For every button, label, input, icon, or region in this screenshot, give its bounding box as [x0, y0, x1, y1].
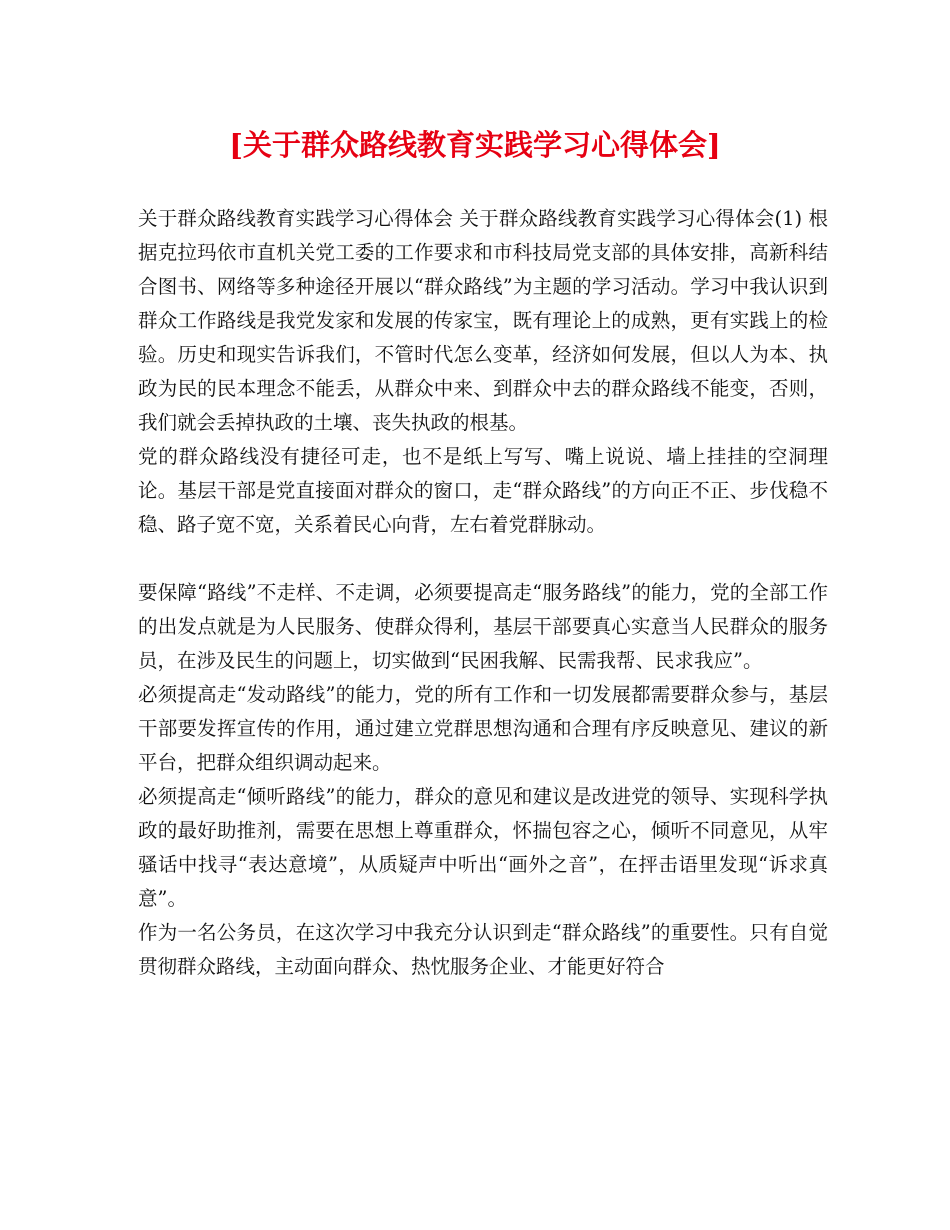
document-body: [138, 202, 828, 984]
paragraph-mass-line: 党的群众路线没有捷径可走，也不是纸上写写、嘴上说说、墙上挂挂的空洞理论。基层干部是党直接面对群众的窗口，走“群众路线”的方向正不正、步伐稳不稳、路子宽不宽，关系着民心向背，左右着党群脉动。: [138, 445, 828, 536]
paragraph-intro: 关于群众路线教育实践学习心得体会 关于群众路线教育实践学习心得体会(1) 根据克拉玛依市直机关党工委的工作要求和市科技局党支部的具体安排，高新科结合图书、网络等多种途径开展以“群众路线”为主题的学习活动。学习中我认识到群众工作路线是我党发家和发展的传家宝，既有理论上的成熟，更有实践上的检验。历史和现实告诉我们，不管时代怎么变革，经济如何发展，但以人为本、执政为民的民本理念不能丢，从群众中来、到群众中去的群众路线不能变，否则，我们就会丢掉执政的土壤、丧失执政的根基。: [138, 207, 828, 434]
paragraph-mobilize-line: 必须提高走“发动路线”的能力，党的所有工作和一切发展都需要群众参与，基层干部要发挥宣传的作用，通过建立党群思想沟通和合理有序反映意见、建议的新平台，把群众组织调动起来。: [138, 683, 828, 774]
document-title: [关于群众路线教育实践学习心得体会]: [229, 128, 721, 162]
paragraph-civil-servant: 作为一名公务员，在这次学习中我充分认识到走“群众路线”的重要性。只有自觉贯彻群众路线，主动面向群众、热忱服务企业、才能更好符合: [138, 921, 828, 978]
paragraph-spacer: [138, 542, 828, 576]
paragraph-service-line: 要保障“路线”不走样、不走调，必须要提高走“服务路线”的能力，党的全部工作的出发点就是为人民服务、使群众得利，基层干部要真心实意当人民群众的服务员，在涉及民生的问题上，切实做到“民困我解、民需我帮、民求我应”。: [138, 581, 828, 672]
paragraph-listen-line: 必须提高走“倾听路线”的能力，群众的意见和建议是改进党的领导、实现科学执政的最好助推剂，需要在思想上尊重群众，怀揣包容之心，倾听不同意见，从牢骚话中找寻“表达意境”，从质疑声中听出“画外之音”，在抨击语里发现“诉求真意”。: [138, 785, 828, 910]
